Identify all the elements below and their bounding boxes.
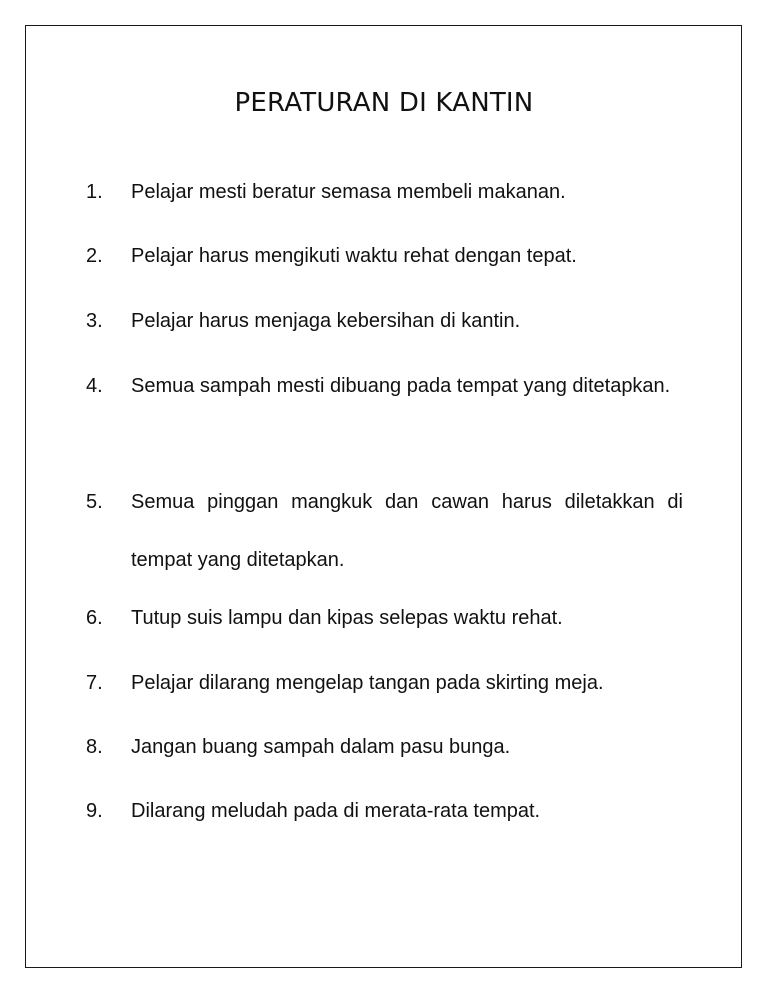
rule-text: Pelajar dilarang mengelap tangan pada skirting meja.	[131, 672, 604, 694]
page-title: PERATURAN DI KANTIN	[234, 88, 534, 118]
rule-number: 9.	[86, 800, 103, 822]
rule-text: Pelajar mesti beratur semasa membeli makanan.	[131, 181, 566, 203]
rule-number: 5.	[86, 491, 103, 513]
rule-text: Tutup suis lampu dan kipas selepas waktu rehat.	[131, 607, 563, 629]
rule-number: 1.	[86, 181, 103, 203]
rule-text: Dilarang meludah pada di merata-rata tempat.	[131, 800, 541, 822]
rule-number: 6.	[86, 607, 103, 629]
rule-text: Semua sampah mesti dibuang pada tempat yang ditetapkan.	[131, 375, 671, 397]
rule-text: Pelajar harus mengikuti waktu rehat dengan tepat.	[131, 245, 577, 267]
rule-number: 3.	[86, 310, 103, 332]
rule-text: Jangan buang sampah dalam pasu bunga.	[131, 736, 511, 758]
rule-number: 8.	[86, 736, 103, 758]
rule-text: Semua pinggan mangkuk dan cawan harus diletakkan di tempat yang ditetapkan.	[131, 491, 683, 571]
rule-number: 7.	[86, 672, 103, 694]
rule-number: 2.	[86, 245, 103, 267]
rule-text: Pelajar harus menjaga kebersihan di kantin.	[131, 310, 521, 332]
rule-number: 4.	[86, 375, 103, 397]
